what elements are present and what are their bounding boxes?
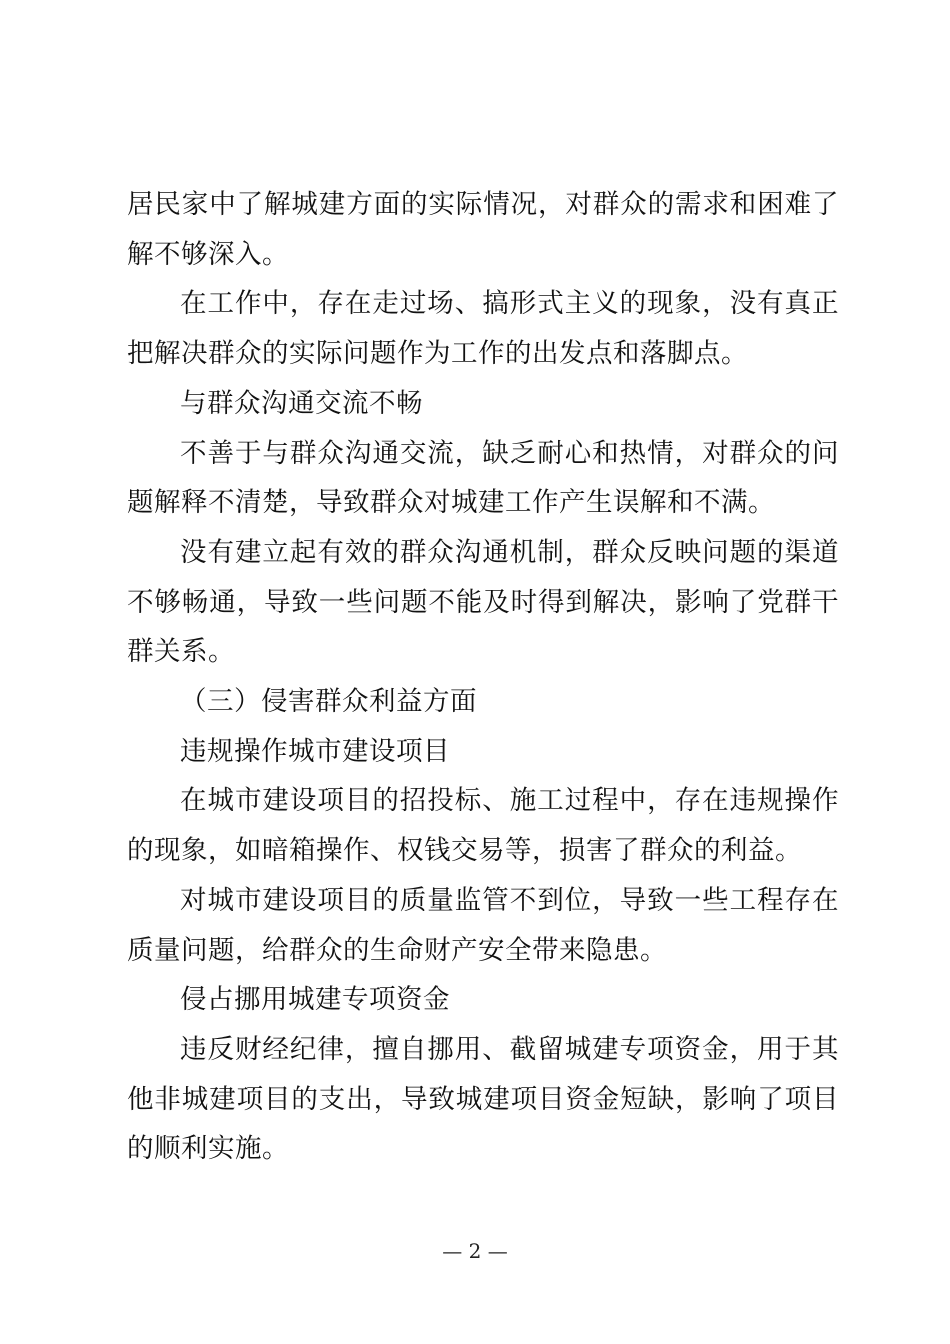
section-heading: 违规操作城市建设项目: [180, 735, 450, 767]
page-number: — 2 —: [442, 1239, 508, 1263]
paragraph: 不善于与群众沟通交流，缺乏耐心和热情，对群众的问题解释不清楚，导致群众对城建工作产生误解和不满。: [127, 437, 839, 519]
section-heading: 侵占挪用城建专项资金: [180, 984, 450, 1016]
section-heading: （三）侵害群众利益方面: [180, 686, 477, 718]
paragraph: 在工作中，存在走过场、搞形式主义的现象，没有真正把解决群众的实际问题作为工作的出发点和落脚点。: [127, 288, 839, 370]
document-body: [127, 180, 839, 1174]
paragraph-continuation: 居民家中了解城建方面的实际情况，对群众的需求和困难了解不够深入。: [127, 189, 839, 270]
paragraph: 对城市建设项目的质量监管不到位，导致一些工程存在质量问题，给群众的生命财产安全带来隐患。: [127, 884, 839, 966]
paragraph: 违反财经纪律，擅自挪用、截留城建专项资金，用于其他非城建项目的支出，导致城建项目资金短缺，影响了项目的顺利实施。: [127, 1033, 839, 1165]
paragraph: 在城市建设项目的招投标、施工过程中，存在违规操作的现象，如暗箱操作、权钱交易等，损害了群众的利益。: [127, 785, 839, 867]
section-heading: 与群众沟通交流不畅: [180, 387, 423, 419]
paragraph: 没有建立起有效的群众沟通机制，群众反映问题的渠道不够畅通，导致一些问题不能及时得到解决，影响了党群干群关系。: [127, 536, 839, 668]
